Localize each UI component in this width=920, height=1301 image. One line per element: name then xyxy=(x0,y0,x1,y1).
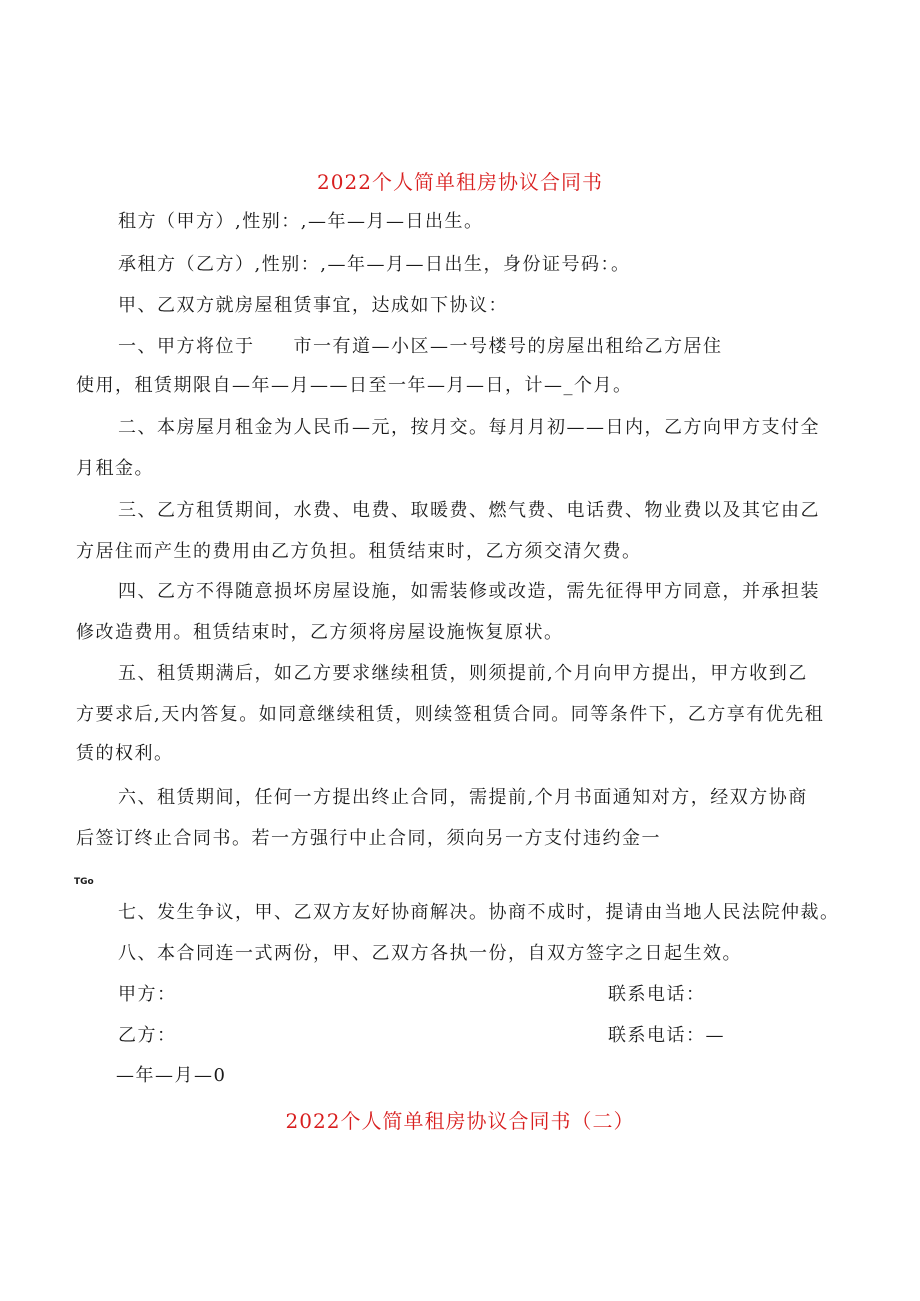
clause4-line1: 四、乙方不得随意损坏房屋设施，如需装修或改造，需先征得甲方同意，并承担装 xyxy=(118,581,820,602)
preamble-line: 甲、乙双方就房屋租赁事宜，达成如下协议： xyxy=(118,295,508,316)
party-a-label: 甲方： xyxy=(118,984,177,1005)
clause3-line2: 方居住而产生的费用由乙方负担。租赁结束时，乙方须交清欠费。 xyxy=(76,541,642,562)
clause6-line1: 六、租赁期间，任何一方提出终止合同，需提前,个月书面通知对方，经双方协商 xyxy=(118,787,808,808)
clause1-line1: 一、甲方将位于 市一有道—小区—一号楼号的房屋出租给乙方居住 xyxy=(118,336,723,357)
next-document-title: 2022个人简单租房协议合同书（二） xyxy=(285,1109,635,1133)
clause5-line2: 方要求后,天内答复。如同意继续租赁，则续签租赁合同。同等条件下，乙方享有优先租 xyxy=(76,704,825,725)
party-b-phone: 联系电话：— xyxy=(608,1025,725,1046)
lessor-line: 租方（甲方）,性别：,—年—月—日出生。 xyxy=(118,211,484,232)
party-b-label: 乙方： xyxy=(118,1025,177,1046)
clause3-line1: 三、乙方租赁期间，水费、电费、取暖费、燃气费、电话费、物业费以及其它由乙 xyxy=(118,500,820,521)
clause7-line: 七、发生争议，甲、乙双方友好协商解决。协商不成时，提请由当地人民法院仲裁。 xyxy=(118,902,840,923)
clause8-line: 八、本合同连一式两份，甲、乙双方各执一份，自双方签字之日起生效。 xyxy=(118,943,742,964)
document-title: 2022个人简单租房协议合同书 xyxy=(317,170,603,194)
signing-date: —年—月—0 xyxy=(116,1065,227,1086)
lessee-line: 承租方（乙方）,性别：,—年—月—日出生，身份证号码：。 xyxy=(118,254,631,275)
clause2-line1: 二、本房屋月租金为人民币—元，按月交。每月月初——日内，乙方向甲方支付全 xyxy=(118,417,820,438)
clause2-line2: 月租金。 xyxy=(76,458,154,479)
clause5-line1: 五、租赁期满后，如乙方要求继续租赁，则须提前,个月向甲方提出，甲方收到乙 xyxy=(118,663,808,684)
clause6-line2: 后签订终止合同书。若一方强行中止合同，须向另一方支付违约金一 xyxy=(76,828,661,849)
clause1-line2: 使用，租赁期限自—年—月——日至一年—月—日，计—_个月。 xyxy=(76,375,633,396)
clause4-line2: 修改造费用。租赁结束时，乙方须将房屋设施恢复原状。 xyxy=(76,622,564,643)
text-fragment: TGo xyxy=(74,877,94,887)
clause5-line3: 赁的权利。 xyxy=(76,743,174,764)
party-a-phone: 联系电话： xyxy=(608,984,706,1005)
